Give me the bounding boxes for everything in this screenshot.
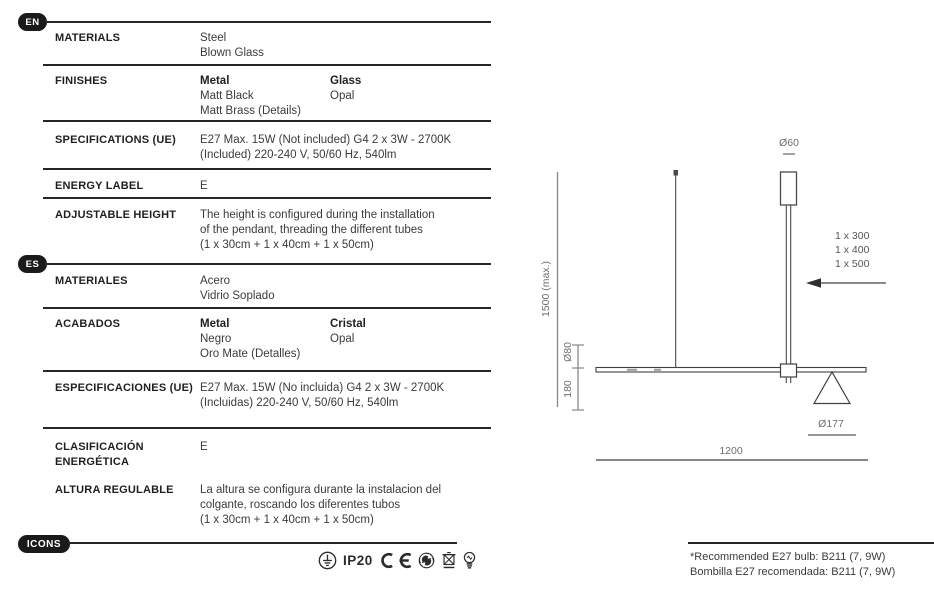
note-line-es: Bombilla E27 recomendada: B211 (7, 9W): [690, 566, 896, 578]
row-label: FINISHES: [55, 75, 108, 87]
value-line: Matt Brass (Details): [200, 105, 301, 117]
value-line: E: [200, 441, 208, 453]
value-line: Negro: [200, 333, 232, 345]
value-line: Oro Mate (Detalles): [200, 348, 301, 360]
cone-shade: [814, 372, 850, 404]
row-value: [200, 31, 491, 61]
acabado-metal-head: Metal: [200, 318, 230, 330]
row-value: [200, 483, 491, 528]
dim-label-width-total: 1200: [719, 445, 743, 457]
value-line: Opal: [330, 333, 355, 345]
row-label: MATERIALS: [55, 32, 121, 44]
value-line: The height is configured during the installation: [200, 209, 435, 221]
ce-mark-icon: [379, 552, 413, 569]
row-label: ALTURA REGULABLE: [55, 484, 174, 496]
value-line: of the pendant, threading the different tubes: [200, 224, 423, 236]
weee-crossed-bin-icon: [440, 550, 458, 570]
finish-metal-head: Metal: [200, 75, 230, 87]
value-line: (Included) 220-240 V, 50/60 Hz, 540lm: [200, 149, 397, 161]
value-line: Vidrio Soplado: [200, 290, 275, 302]
row-value: [200, 208, 491, 253]
row-label: ENERGY LABEL: [55, 180, 144, 192]
tube-option: 1 x 500: [835, 258, 870, 270]
value-line: E27 Max. 15W (No incluida) G4 2 x 3W - 2700K: [200, 382, 445, 394]
row-value: [200, 381, 491, 411]
language-badge-en: EN: [18, 13, 47, 31]
divider: [43, 168, 491, 170]
tube-option: 1 x 300: [835, 230, 870, 242]
divider: [45, 21, 491, 23]
ip-rating-label: IP20: [343, 552, 373, 568]
tube-length-options: [835, 229, 869, 271]
row-value: [200, 179, 491, 194]
row-label: ADJUSTABLE HEIGHT: [55, 209, 177, 221]
finish-glass-head: Glass: [330, 75, 362, 87]
language-badge-es: ES: [18, 255, 47, 273]
value-line: Blown Glass: [200, 47, 264, 59]
value-line: E27 Max. 15W (Not included) G4 2 x 3W - 2700K: [200, 134, 452, 146]
divider: [43, 64, 491, 66]
divider: [43, 370, 491, 372]
row-label: ESPECIFICACIONES (UE): [55, 382, 194, 394]
row-value: [200, 74, 491, 119]
row-label: ACABADOS: [55, 318, 121, 330]
divider: [43, 120, 491, 122]
divider: [45, 263, 491, 265]
dim-label-height-max: 1500 (max.): [540, 260, 552, 318]
icons-badge: ICONS: [18, 535, 70, 553]
value-line: E: [200, 180, 208, 192]
divider: [43, 197, 491, 199]
dim-label-dia-cone: Ø177: [818, 418, 844, 430]
bulb-icon: [463, 551, 476, 570]
row-value: [200, 274, 491, 304]
dim-label-dia-glass: Ø80: [562, 342, 574, 362]
value-line: Steel: [200, 32, 227, 44]
value-line: colgante, roscando los diferentes tubos: [200, 499, 401, 511]
value-line: (1 x 30cm + 1 x 40cm + 1 x 50cm): [200, 514, 374, 526]
value-line: (1 x 30cm + 1 x 40cm + 1 x 50cm): [200, 239, 374, 251]
note-line-en: *Recommended E27 bulb: B211 (7, 9W): [690, 551, 886, 563]
dim-label-dia-top: Ø60: [779, 137, 799, 149]
divider: [68, 542, 457, 544]
divider: [43, 427, 491, 429]
value-line: Matt Black: [200, 90, 254, 102]
ceiling-canopy: [781, 172, 797, 205]
row-value: [200, 440, 491, 455]
value-line: Opal: [330, 90, 355, 102]
row-label: SPECIFICATIONS (UE): [55, 134, 176, 146]
certification-icons: [318, 549, 476, 571]
row-value: [200, 133, 491, 163]
value-line: Acero: [200, 275, 231, 287]
tube-option: 1 x 400: [835, 244, 870, 256]
row-value: [200, 317, 491, 362]
wire-top-fixing: [674, 170, 679, 176]
dim-label-glass-height: 180: [562, 380, 574, 398]
acabado-cristal-head: Cristal: [330, 318, 366, 330]
value-line: (Incluidas) 220-240 V, 50/60 Hz, 540lm: [200, 397, 399, 409]
green-dot-recycling-icon: [418, 552, 435, 569]
pendant-technical-drawing: [540, 130, 934, 470]
tube-connector: [781, 364, 797, 377]
row-label: MATERIALES: [55, 275, 128, 287]
row-label: CLASIFICACIÓN ENERGÉTICA: [55, 441, 144, 468]
divider: [43, 307, 491, 309]
recommended-bulb-note: [690, 550, 895, 580]
value-line: La altura se configura durante la instalacion del: [200, 484, 442, 496]
divider: [688, 542, 934, 544]
protective-earth-icon: [318, 551, 337, 570]
